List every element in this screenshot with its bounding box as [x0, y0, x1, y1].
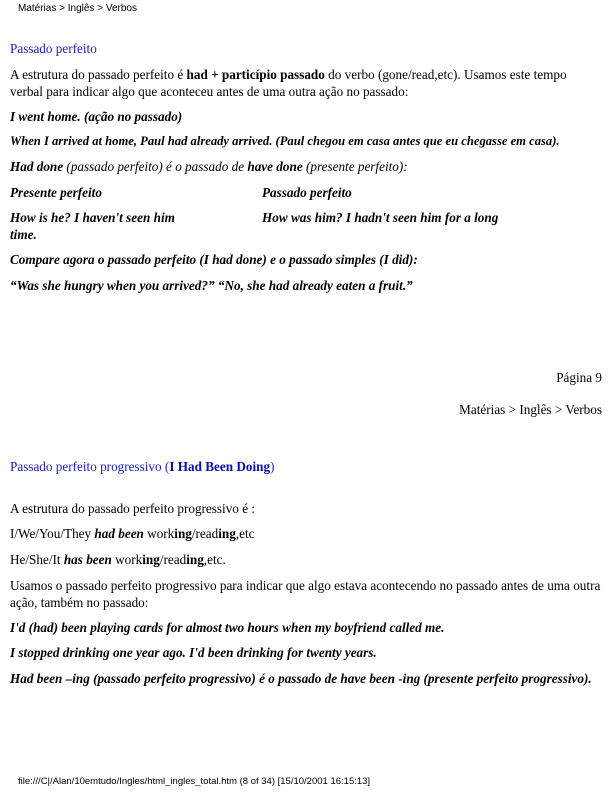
section-title-passado-perfeito: Passado perfeito — [10, 41, 97, 56]
compare-text: Compare agora o passado perfeito (I had done) e o passado simples (I did): — [10, 252, 418, 267]
section-title-passado-perfeito-progressivo — [10, 458, 602, 475]
ex3-d: (presente perfeito): — [302, 159, 408, 174]
l2-e: /read — [159, 552, 187, 567]
col-right-example: How was him? I hadn't seen him for a long — [262, 210, 499, 225]
section2-paren-close: ) — [270, 459, 275, 474]
structure-line-2 — [10, 551, 602, 568]
l2-f: ing — [186, 552, 204, 567]
intro-text-b: had + particípio passado — [186, 67, 325, 82]
section2-title: Passado perfeito progressivo — [10, 459, 162, 474]
example-2: When I arrived at home, Paul had already arrived. (Paul chegou em casa antes que eu chegasse em casa). — [10, 134, 560, 148]
l1-d: ing — [174, 526, 192, 541]
section2-usage: Usamos o passado perfeito progressivo para indicar que algo estava acontecendo no passado antes de uma outra ação, também no passado: — [10, 578, 601, 610]
col-right-title: Passado perfeito — [262, 185, 352, 200]
intro-text-c: do verbo (gone/read,etc). Usamos este tempo verbal para indicar algo que aconteceu antes de uma outra ação no passado: — [10, 67, 567, 99]
example-1: I went home. (ação no passado) — [10, 109, 183, 124]
quote-example: “Was she hungry when you arrived?” “No, she had already eaten a fruit.” — [10, 278, 413, 293]
section2-intro: A estrutura do passado perfeito progressivo é : — [10, 501, 256, 516]
ex3-b: (passado perfeito) é o passado de — [63, 159, 248, 174]
section2-example-3: Had been –ing (passado perfeito progressivo) é o passado de have been -ing (presente perfeito progressivo). — [10, 671, 592, 686]
l1-a: I/We/You/They — [10, 526, 95, 541]
section2-example-2: I stopped drinking one year ago. I'd been drinking for twenty years. — [10, 645, 377, 660]
l1-c: work — [143, 526, 175, 541]
section1-intro — [10, 66, 602, 100]
section2-example-1: I'd (had) been playing cards for almost two hours when my boyfriend called me. — [10, 620, 445, 635]
col-left-title: Presente perfeito — [10, 185, 102, 200]
col-left-example-line1: How is he? I haven't seen him — [10, 210, 175, 225]
ex3-c: have done — [247, 159, 303, 174]
breadcrumb: Matérias > Inglês > Verbos — [18, 3, 137, 14]
ex3-a: Had done — [10, 159, 64, 174]
l1-e: /read — [191, 526, 219, 541]
l2-c: work — [111, 552, 143, 567]
l1-b: had been — [94, 526, 144, 541]
footer-file-path: file:///C|/Alan/10emtudo/Ingles/html_ingles_total.htm (8 of 34) [15/10/2001 16:15:13] — [18, 776, 371, 787]
l2-d: ing — [142, 552, 160, 567]
l2-g: ,etc. — [203, 552, 226, 567]
structure-line-1 — [10, 525, 602, 542]
l2-b: has been — [63, 552, 112, 567]
breadcrumb-right: Matérias > Inglês > Verbos — [459, 402, 602, 417]
section2-title-highlight: I Had Been Doing — [169, 459, 271, 474]
example-3 — [10, 158, 602, 175]
col-left-example-line2: time. — [10, 227, 37, 242]
l1-g: ,etc — [235, 526, 255, 541]
intro-text-a: A estrutura do passado perfeito é — [10, 67, 187, 82]
section2-paren-open: ( — [161, 459, 170, 474]
page-number: Página 9 — [556, 370, 602, 385]
l1-f: ing — [218, 526, 236, 541]
l2-a: He/She/It — [10, 552, 64, 567]
